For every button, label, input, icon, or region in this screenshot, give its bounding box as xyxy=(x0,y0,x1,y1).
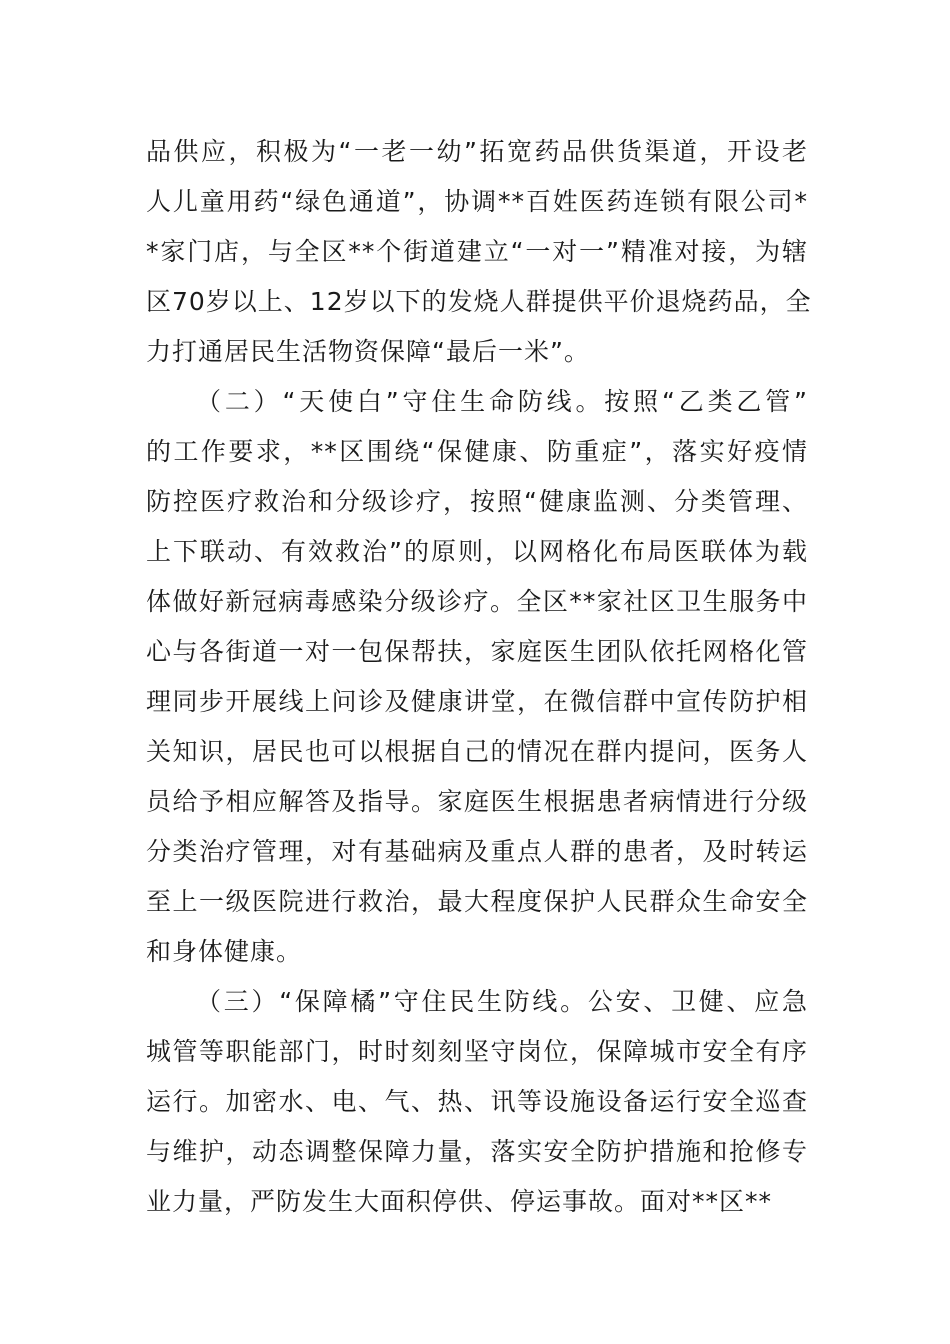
text-line: *家门店，与全区**个街道建立“一对一”精准对接，为辖 xyxy=(146,237,808,266)
text-line: 分类治疗管理，对有基础病及重点人群的患者，及时转运 xyxy=(146,837,808,866)
text-line: 理同步开展线上问诊及健康讲堂，在微信群中宣传防护相 xyxy=(146,687,808,716)
text-line: 上下联动、有效救治”的原则，以网格化布局医联体为载 xyxy=(146,537,808,566)
text-line: 区70岁以上、12岁以下的发烧人群提供平价退烧药品，全 xyxy=(146,287,812,316)
text-line: 体做好新冠病毒感染分级诊疗。全区**家社区卫生服务中 xyxy=(146,587,808,616)
text-line: 至上一级医院进行救治，最大程度保护人民群众生命安全 xyxy=(146,887,808,916)
text-line: 与维护，动态调整保障力量，落实安全防护措施和抢修专 xyxy=(146,1137,808,1166)
text-line: 城管等职能部门，时时刻刻坚守岗位，保障城市安全有序 xyxy=(146,1037,808,1066)
text-line: 员给予相应解答及指导。家庭医生根据患者病情进行分级 xyxy=(146,787,808,816)
text-line: 人儿童用药“绿色通道”，协调**百姓医药连锁有限公司* xyxy=(146,187,808,216)
text-line: 防控医疗救治和分级诊疗，按照“健康监测、分类管理、 xyxy=(146,487,808,516)
text-line: 心与各街道一对一包保帮扶，家庭医生团队依托网格化管 xyxy=(146,637,808,666)
text-line: 品供应，积极为“一老一幼”拓宽药品供货渠道，开设老 xyxy=(146,137,808,166)
text-line: 和身体健康。 xyxy=(146,937,303,966)
section-heading-three: （三）“保障橘”守住民生防线。公安、卫健、应急 xyxy=(196,987,808,1016)
text-line: 业力量，严防发生大面积停供、停运事故。面对**区** xyxy=(146,1187,773,1216)
text-line: 运行。加密水、电、气、热、讯等设施设备运行安全巡查 xyxy=(146,1087,808,1116)
text-line: 的工作要求，**区围绕“保健康、防重症”，落实好疫情 xyxy=(146,437,808,466)
text-line: 关知识，居民也可以根据自己的情况在群内提问，医务人 xyxy=(146,737,808,766)
section-heading-two: （二）“天使白”守住生命防线。按照“乙类乙管” xyxy=(196,387,808,416)
text-line: 力打通居民生活物资保障“最后一米”。 xyxy=(146,337,590,366)
